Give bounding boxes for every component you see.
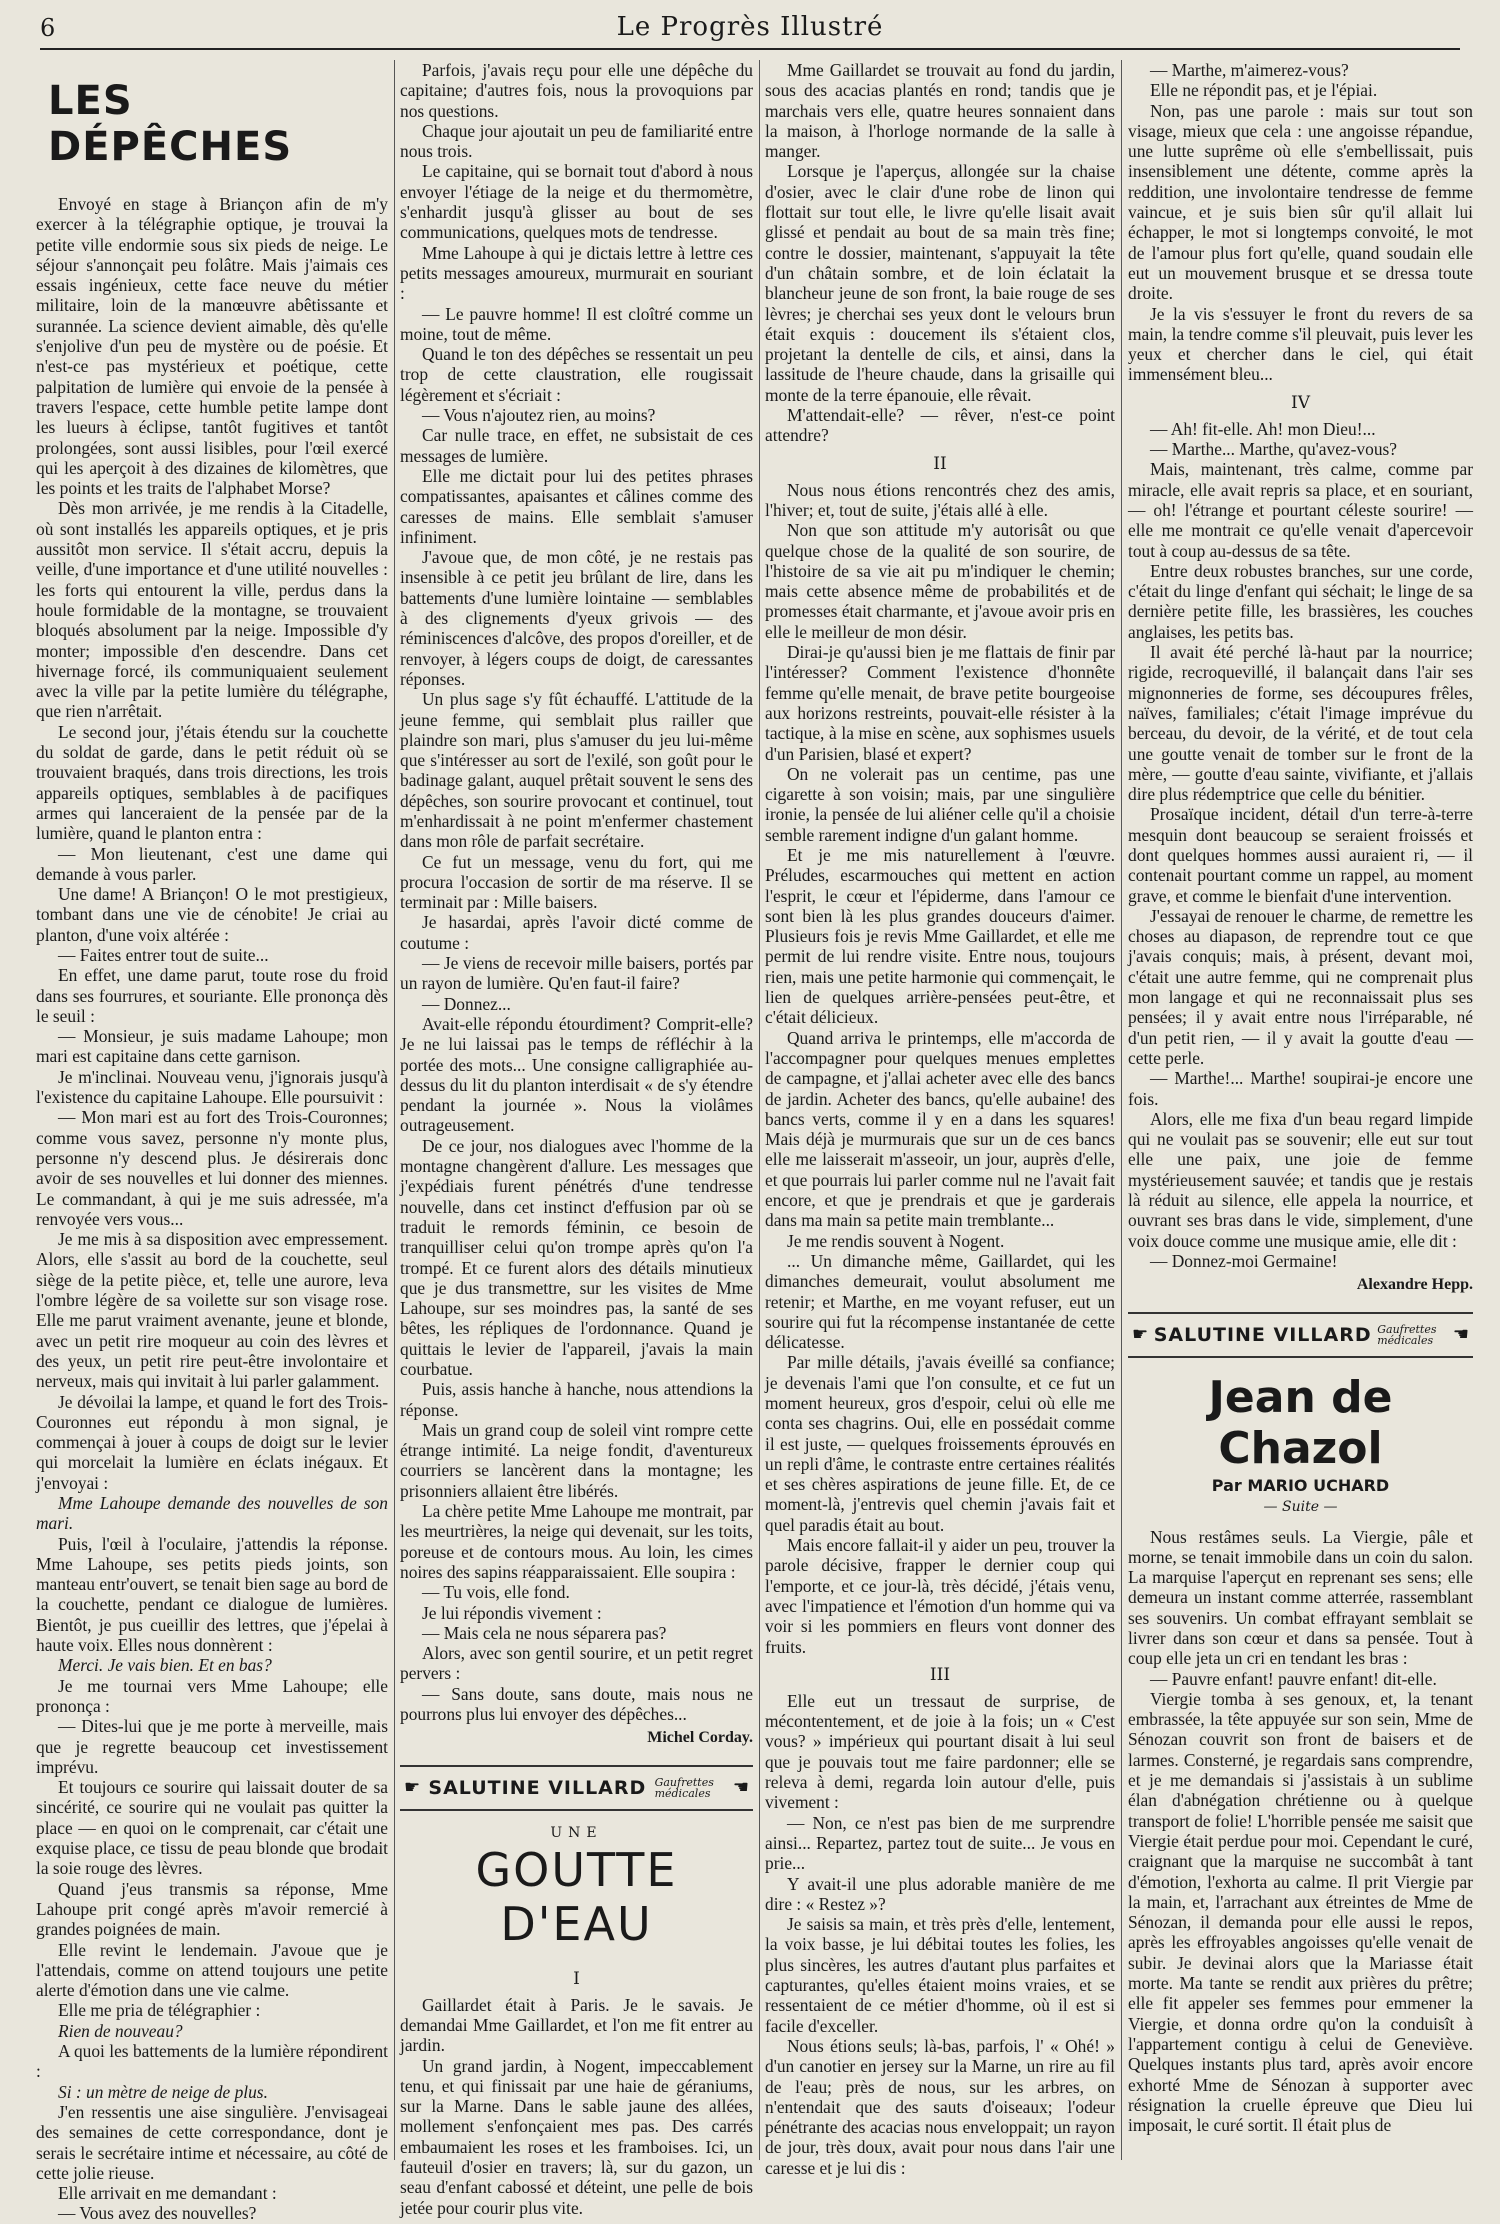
article-paragraph: Le second jour, j'étais étendu sur la couchette du soldat de garde, dans le petit réduit où se trouvaient braqués, dans trois directions, les trois appareils optiques, semblables à de pacifiques armes qui lanceraient de la pensée par de la lumière, quand le planton entra :: [36, 721, 388, 844]
article-paragraph: — Pauvre enfant! pauvre enfant! dit-elle.: [1150, 1668, 1437, 1689]
article-paragraph: Je dévoilai la lampe, et quand le fort des Trois-Couronnes eut répondu à mon signal, je commençai à jouer à coups de doigt sur le levier qui morcelait la lumière en éclats inégaux. Et j'envoyai :: [36, 1391, 388, 1493]
article-paragraph: Nous étions seuls; là-bas, parfois, l' « Ohé! » d'un canotier en jersey sur la Marne, un rire au fil de l'eau; près de nous, sur les arbres, on n'entendait que des sauts d'oiseaux; l'odeur pénétrante des acacias nous enveloppait; un rayon de jour, très doux, avait pour nous dans l'air une caresse et je lui dis :: [765, 2035, 1115, 2178]
article-paragraph: On ne volerait pas un centime, pas une cigarette à son voisin; mais, par une singulière ironie, la pensée de lui aliéner celle qu'il a choisie semble rarement indigne d'un galant homme.: [765, 763, 1115, 845]
article-paragraph: ... Un dimanche même, Gaillardet, qui les dimanches demeurait, voulut absolument me retenir; et Marthe, en me voyant refuser, eut un sourire qui fut la récompense instantanée de cette délicatesse.: [765, 1250, 1115, 1353]
italic-line: Merci. Je vais bien. Et en bas?: [58, 1655, 272, 1676]
article-paragraph: M'attendait-elle? — rêver, n'est-ce point attendre?: [765, 405, 1115, 446]
article-paragraph: Nous restâmes seuls. La Viergie, pâle et morne, se tenait immobile dans un coin du salon. La marquise l'aperçut en reprenant ses sens; elle demeura un instant comme atterrée, rassemblant ses souvenirs. Un combat effrayant semblait se livrer dans son cœur et dans sa pensée. Tout à coup elle jeta un cri en tendant les bras :: [1128, 1526, 1473, 1669]
article-paragraph: Car nulle trace, en effet, ne subsistait de ces messages de lumière.: [400, 425, 753, 466]
pointing-hand-right-icon: ☛: [404, 1777, 421, 1799]
pointing-hand-right-icon: ☛: [1132, 1324, 1149, 1346]
article-paragraph: — Mon lieutenant, c'est une dame qui demande à vous parler.: [36, 843, 388, 884]
article-paragraph: — Sans doute, sans doute, mais nous ne pourrons plus lui envoyer des dépêches...: [400, 1683, 753, 1725]
article-paragraph: Y avait-il une plus adorable manière de me dire : « Restez »?: [765, 1873, 1115, 1914]
page-number: 6: [40, 14, 56, 42]
article-paragraph: Gaillardet était à Paris. Je le savais. Je demandai Mme Gaillardet, et l'on me fit entrer au jardin.: [400, 1994, 753, 2056]
article-paragraph: J'en ressentis une aise singulière. J'envisageai des semaines de cette correspondance, dont je serais le secrétaire intime et nécessaire, au côté de cette jolie rieuse.: [36, 2101, 388, 2183]
article-paragraph: Elle me dictait pour lui des petites phrases compatissantes, apaisantes et câlines comme des caresses de mains. Elle semblait s'amuser infiniment.: [400, 465, 753, 547]
story-prefix: UNE: [550, 1824, 603, 1841]
article-paragraph: — Non, ce n'est pas bien de me surprendre ainsi... Repartez, partez tout de suite... Je vous en prie...: [765, 1812, 1115, 1874]
article-paragraph: La chère petite Mme Lahoupe me montrait, par les meurtrières, la neige qui devenait, sur les toits, poreuse et de contours mous. Au loin, les cimes noires des sapins réapparaissaient. Elle soupira :: [400, 1501, 753, 1582]
ad-tagline: Gaufrettes médicales: [1377, 1322, 1437, 1347]
article-paragraph: — Vous n'ajoutez rien, au moins?: [422, 405, 656, 426]
section-number: II: [933, 453, 947, 474]
article-paragraph: — Ah! fit-elle. Ah! mon Dieu!...: [1150, 418, 1376, 439]
article-paragraph: — Le pauvre homme! Il est cloîtré comme un moine, tout de même.: [400, 303, 753, 344]
article-paragraph: Quand le ton des dépêches se ressentait un peu trop de cette claustration, elle rougissait légèrement et s'écriait :: [400, 344, 753, 405]
article-paragraph: Quand j'eus transmis sa réponse, Mme Lahoupe prit congé après m'avoir remercié à grandes poignées de main.: [36, 1878, 388, 1940]
article-paragraph: Mais un grand coup de soleil vint rompre cette étrange intimité. La neige fondit, d'aventureux courriers se lancèrent dans la montagne; les prisonniers allaient être libérés.: [400, 1419, 753, 1501]
article-paragraph: J'avoue que, de mon côté, je ne restais pas insensible à ce petit jeu brûlant de lire, dans les battements d'une lumière lointaine — semblables à des clignements d'yeux grivois — des réminiscences d'alcôve, des propos d'oreiller, et de renvoyer, à légers coups de doigt, de caressantes réponses.: [400, 547, 753, 689]
article-paragraph: Je me rendis souvent à Nogent.: [787, 1230, 1005, 1251]
goutte-headline: GOUTTE D'EAU: [475, 1842, 678, 1951]
goutte-author: Alexandre Hepp.: [1356, 1276, 1473, 1294]
article-paragraph: — Vous avez des nouvelles?: [58, 2203, 257, 2224]
column-1: [36, 60, 388, 2224]
article-paragraph: De ce jour, nos dialogues avec l'homme de la montagne changèrent d'allure. Les messages que j'expédiais furent pénétrés d'une tendresse nouvelle, dans cet instinct d'effusion par où se traduit le remords féminin, ce besoin de tranquilliser celui qu'on trompe après qu'on l'a trompé. Et ce furent alors des détails minutieux que je dus transmettre, sur les visites de Mme Lahoupe, sur ses moindres pas, la santé de ses bêtes, les répliques de l'ordonnance. Quand je quittais le levier de l'appareil, j'avais la main courbatue.: [400, 1135, 753, 1379]
article-paragraph: Il avait été perché là-haut par la nourrice; rigide, recroquevillé, il balançait dans l'air ses mignonneries de forme, ses découpures frêles, naïves, familiales; c'était l'image imprévue du berceau, du devoir, de la vérité, et de tout cela une goutte venait de tomber sur le front de la mère, — goutte d'eau sainte, vivifiante, et j'allais dire plus rédemptrice que celle du bénitier.: [1128, 642, 1473, 805]
article-paragraph: En effet, une dame parut, toute rose du froid dans ses fourrures, et souriante. Elle prononça dès le seuil :: [36, 965, 388, 1026]
article-paragraph: Nous nous étions rencontrés chez des amis, l'hiver; et, tout de suite, j'étais allé à elle.: [765, 479, 1115, 520]
article-paragraph: J'essayai de renouer le charme, de remettre les choses au diapason, de reprendre tout ce que j'avais conquis; mais, à présent, devant moi, c'était une autre femme, qui ne comprenait plus mon langage et qui ne reconnaissait plus ses pensées; il y avait entre nous l'irréparable, né d'un petit rien, — il y avait la goutte d'eau — cette perle.: [1128, 905, 1473, 1068]
article-paragraph: Et je me mis naturellement à l'œuvre. Préludes, escarmouches qui mettent en action l'esprit, le cœur et l'épiderme, dans l'amour ce sont bien là les plus grandes douceurs d'aimer. Plusieurs fois je revis Mme Gaillardet, et elle me permit de lui rendre visite. Entre nous, toujours rien, mais une petite harmonie qui commençait, le lien de quelques arrière-pensées peut-être, et c'était délicieux.: [765, 844, 1115, 1028]
article-paragraph: Une dame! A Briançon! O le mot prestigieux, tombant dans une vie de cénobite! Je criai au planton, d'une voix altérée :: [36, 884, 388, 945]
article-paragraph: Elle ne répondit pas, et je l'épiai.: [1150, 80, 1378, 101]
ad-brand: SALUTINE VILLARD: [428, 1776, 647, 1799]
article-paragraph: Mme Lahoupe à qui je dictais lettre à lettre ces petits messages amoureux, murmurait en souriant :: [400, 242, 753, 304]
article-paragraph: — Faites entrer tout de suite...: [58, 944, 269, 965]
article-paragraph: Puis, l'œil à l'oculaire, j'attendis la réponse. Mme Lahoupe, ses petits pieds joints, son manteau entr'ouvert, se tenait bien sage au bord de la couchette, pendant ce dialogue de lumières. Bientôt, je pus cueillir des lettres, que j'épelai à haute voix. Elles nous donnèrent :: [36, 1533, 388, 1656]
article-paragraph: Ce fut un message, venu du fort, qui me procura l'occasion de sortir de ma réserve. Il se terminait par : Mille baisers.: [400, 851, 753, 913]
article-paragraph: Par mille détails, j'avais éveillé sa confiance; je devenais l'ami que l'on consulte, et ce fut un moment heureux, gros d'espoir, celui où elle me conta ses chagrins. Oui, elle en possédait comme il est juste, — quelques froissements éprouvés en un repli d'âme, le contraste entre certaines réalités et ses chères aspirations de jeune fille. Et, de ce moment-là, j'entrevis quel chemin j'avais fait et quel paradis était au bout.: [765, 1352, 1115, 1535]
article-paragraph: — Donnez...: [422, 993, 511, 1014]
pointing-hand-left-icon: ☚: [1452, 1324, 1469, 1346]
column-divider: [1121, 60, 1122, 2160]
article-paragraph: Je hasardai, après l'avoir dicté comme de coutume :: [400, 912, 753, 953]
article-paragraph: A quoi les battements de la lumière répondirent :: [36, 2041, 388, 2082]
column-2: [400, 60, 753, 2218]
article-paragraph: — Marthe... Marthe, qu'avez-vous?: [1150, 439, 1398, 460]
page-header: [40, 8, 1460, 50]
italic-line: Rien de nouveau?: [58, 2020, 183, 2041]
pointing-hand-left-icon: ☚: [732, 1777, 749, 1799]
ad-tagline: Gaufrettes médicales: [654, 1775, 714, 1800]
article-paragraph: Lorsque je l'aperçus, allongée sur la chaise d'osier, avec le clair d'une robe de linon qui flottait sur tout elle, le livre qu'elle lisait avait glissé et pendait au bout de sa main très fine; contre le dossier, maintenant, s'appuyait la tête d'un châtain sombre, et de loin éclatait la blancheur jeune de son front, la baie rouge de ses lèvres; je cherchai ses yeux dont le velours brun était exquis : doucement ils s'étaient clos, projetant la dentelle de cils, et ainsi, dans la lassitude de l'heure chaude, dans la grisaille qui monte de la terre épanouie, elle rêvait.: [765, 161, 1115, 405]
article-paragraph: Et toujours ce sourire qui laissait douter de sa sincérité, ce sourire qui ne voulait pas quitter la place — en quoi on le comprenait, car c'était une exquise place, ce tissu de peau blonde que brodait la soie rouge des lèvres.: [36, 1777, 388, 1879]
article-paragraph: Alors, elle me fixa d'un beau regard limpide qui ne voulait pas se souvenir; elle eut sur tout elle une paix, une joie de femme mystérieusement sauvée; et tandis que je restais là réduit au silence, elle appela la nourrice, et ouvrant ses bras dans le vide, simplement, d'une voix douce comme une musique amie, elle dit :: [1128, 1108, 1473, 1251]
chazol-byline: Par MARIO UCHARD: [1211, 1475, 1390, 1495]
article-paragraph: — Marthe!... Marthe! soupirai-je encore une fois.: [1128, 1068, 1473, 1109]
article-paragraph: — Mais cela ne nous séparera pas?: [422, 1622, 667, 1643]
article-paragraph: Elle eut un tressaut de surprise, de mécontentement, et de joie à la fois; un « C'est vous? » impérieux qui pourtant disait à lui seul que je pouvais tout me faire pardonner; elle se releva à demi, regarda loin autour d'elle, puis vivement :: [765, 1690, 1115, 1813]
article-paragraph: Mais encore fallait-il y aider un peu, trouver la parole décisive, frapper le dernier coup qui l'emporte, et ce jour-là, très décidé, j'étais venu, avec l'impatience et l'émotion d'un homme qui va voir si les pommiers en fleurs vont donner des fruits.: [765, 1535, 1115, 1657]
article-paragraph: Entre deux robustes branches, sur une corde, c'était du linge d'enfant qui séchait; le linge de sa dernière petite fille, les brassières, les couches anglaises, les petits bas.: [1128, 560, 1473, 642]
article-paragraph: Quand arriva le printemps, elle m'accorda de l'accompagner pour quelques menues emplettes de campagne, et j'allai acheter avec elle des bancs de jardin. Acheter des bancs, qu'elle aubaine! des bancs verts, comme il y en a dans les squares! Mais déjà je murmurais que sur un de ces bancs elle me laisserait m'asseoir, un jour, auprès d'elle, et que pourrais lui parler comme nul ne l'avait fait encore, et que je prendrais et que je garderais dans ma main sa petite main tremblante...: [765, 1027, 1115, 1231]
article-paragraph: Avait-elle répondu étourdiment? Comprit-elle? Je ne lui laissai pas le temps de réfléchir à la portée des mots... Une consigne calligraphiée au-dessus du lit du planton interdisait « de s'y étendre pendant la journée ». Nous la violâmes outrageusement.: [400, 1013, 753, 1136]
article-paragraph: Mais, maintenant, très calme, comme par miracle, elle avait repris sa place, et en souriant, — oh! l'étrange et pourtant céleste sourire! — elle me montrait ce qu'elle venait d'apercevoir tout à coup au-dessus de sa tête.: [1128, 459, 1473, 561]
article-paragraph: — Dites-lui que je me porte à merveille, mais que je regrette beaucoup cet investissement imprévu.: [36, 1716, 388, 1777]
article-paragraph: Chaque jour ajoutait un peu de familiarité entre nous trois.: [400, 120, 753, 162]
column-divider: [759, 60, 760, 2160]
article-paragraph: Elle arrivait en me demandant :: [58, 2183, 277, 2204]
article-paragraph: Dirai-je qu'aussi bien je me flattais de finir par l'intéresser? Comment l'existence d'honnête femme qu'elle menait, de brave petite bourgeoise aux horizons restreints, pouvait-elle résister à la tactique, à la mise en scène, aux sophismes usuels d'un Parisien, blasé et expert?: [765, 642, 1115, 764]
article-paragraph: — Marthe, m'aimerez-vous?: [1150, 60, 1349, 80]
article-paragraph: Envoyé en stage à Briançon afin de m'y exercer à la télégraphie optique, je trouvai la petite ville endormie sous six pieds de neige. Le séjour s'annonçait peu folâtre. Mais j'aimais ces essais ingénieux, cette face neuve du métier militaire, loin de la manœuvre abêtissante et surannée. La science devient aimable, dès qu'elle s'enjolive d'un peu de mystère ou de poésie. Et n'est-ce pas mystérieux et poétique, cette palpitation de lumière qui envoie de la pensée à travers l'espace, cette humble petite lampe dont les lueurs à éclipse, tantôt fugitives et tantôt prolongées, sont aussi lisibles, pour l'œil exercé qui les aperçoit à des dizaines de kilomètres, que les points et les traits de l'alphabet Morse?: [36, 194, 388, 499]
article-paragraph: Le capitaine, qui se bornait tout d'abord à nous envoyer l'étiage de la neige et du thermomètre, s'enhardit jusqu'à glisser au bout de ses communications, quelques mots de tendresse.: [400, 161, 753, 243]
article-paragraph: Viergie tomba à ses genoux, et, la tenant embrassée, la tête appuyée sur son sein, Mme de Sénozan couvrit son front de baisers et de larmes. Consterné, je regardais sans comprendre, et je me demandais si j'assistais à un sublime élan d'abnégation chrétienne ou à quelque transport de folie! L'horrible pensée me saisit que Viergie était perdue pour moi. Cependant le curé, craignant que la marquise ne succombât à tant d'émotion, l'exhorta au calme. Il prit Viergie par la main, et, l'arrachant aux étreintes de Mme de Sénozan, il demanda pour elle aussi le repos, après les effroyables angoisses qu'elle venait de subir. Je devinai alors que la Mariasse était morte. Ma tante se rendit aux prières du prêtre; elle fit appeler ses femmes pour emmener la Viergie, et donna ordre qu'on la conduisît à l'appartement contigu à celui de Geneviève. Quelques instants plus tard, après avoir encore exhorté Mme de Sénozan à supporter avec résignation la cruelle épreuve que Dieu lui imposait, le curé sortit. Il était plus de: [1128, 1688, 1473, 2136]
article-paragraph: — Tu vois, elle fond.: [422, 1582, 570, 1603]
article-paragraph: Elle me pria de télégraphier :: [58, 2000, 261, 2021]
article-paragraph: Un plus sage s'y fût échauffé. L'attitude de la jeune femme, qui semblait plus railler que plaindre son mari, plus s'amuser du jeu lui-même que s'intéresser au sort de l'exilé, son goût pour le badinage galant, auquel prêtait souvent le sens des dépêches, son sourire provocant et continuel, tout m'enhardissait à ne point m'enfermer chastement dans mon rôle de parfait secrétaire.: [400, 689, 753, 852]
article-paragraph: Je me mis à sa disposition avec empressement. Alors, elle s'assit au bord de la couchette, seul siège de la petite pièce, et, telle une aurore, leva l'ombre légère de sa voilette sur son visage rose. Elle me parut vraiment avenante, jeune et blonde, avec un petit rire moqueur au coin des lèvres et des yeux, un petit rire peut-être involontaire et nerveux, mais qui invitait à lui parler galamment.: [36, 1229, 388, 1392]
chazol-suite: — Suite —: [1263, 1498, 1338, 1515]
article-paragraph: Puis, assis hanche à hanche, nous attendions la réponse.: [400, 1379, 753, 1420]
section-number: III: [929, 1664, 951, 1685]
column-4: [1128, 60, 1473, 2170]
article-paragraph: Je lui répondis vivement :: [422, 1602, 602, 1623]
article-paragraph: — Monsieur, je suis madame Lahoupe; mon mari est capitaine dans cette garnison.: [36, 1026, 388, 1067]
chazol-headline: Jean de Chazol: [1208, 1371, 1393, 1474]
article-paragraph: Je m'inclinai. Nouveau venu, j'ignorais jusqu'à l'existence du capitaine Lahoupe. Elle poursuivit :: [36, 1066, 388, 1108]
depeches-author: Michel Corday.: [647, 1729, 753, 1747]
article-paragraph: — Mon mari est au fort des Trois-Couronnes; comme vous savez, personne n'y monte plus, personne n'y descend plus. Je désirerais donc avoir de ses nouvelles et lui donner des miennes. Le commandant, à qui je me suis adressée, m'a renvoyée vers vous...: [36, 1107, 388, 1229]
salutine-ad: [1128, 1312, 1473, 1358]
article-paragraph: Parfois, j'avais reçu pour elle une dépêche du capitaine; d'autres fois, nous la provoquions par nos questions.: [400, 60, 753, 121]
article-paragraph: Un grand jardin, à Nogent, impeccablement tenu, et qui finissait par une haie de géraniums, sur la Marne. Dans le sable jaune des allées, mollement s'enfonçaient mes pas. Des carrés embaumaient les roses et les framboises. Ici, un fauteuil d'osier en travers; là, sur du gazon, un seau d'enfant cabossé et déteint, une pelle de bois jetée pour courir plus vite.: [400, 2055, 753, 2218]
salutine-ad: [400, 1765, 753, 1811]
article-paragraph: Je la vis s'essuyer le front du revers de sa main, la tendre comme s'il pleuvait, puis lever les yeux et chercher dans le ciel, qui était immensément bleu...: [1128, 303, 1473, 385]
article-paragraph: Je me tournai vers Mme Lahoupe; elle prononça :: [36, 1675, 388, 1716]
column-3: [765, 60, 1115, 2178]
article-paragraph: Elle revint le lendemain. J'avoue que je l'attendais, comme on attend toujours une petite alerte d'émotion dans une vie calme.: [36, 1939, 388, 2001]
depeches-headline: LES DÉPÊCHES: [48, 78, 293, 170]
article-paragraph: Non que son attitude m'y autorisât ou que quelque chose de la qualité de son sourire, de l'histoire de sa vie ait pu m'indiquer le chemin; mais cette absence même de probabilités et de promesses était charmante, et j'avoue avoir pris en elle le meilleur de mon désir.: [765, 520, 1115, 642]
section-number: IV: [1291, 392, 1310, 413]
italic-line: Si : un mètre de neige de plus.: [58, 2081, 268, 2102]
article-paragraph: Prosaïque incident, détail d'un terre-à-terre mesquin dont beaucoup se seraient froissés et dont quelques hommes aussi auraient ri, — il contenait pourtant comme un rappel, au moment grave, et comme le bienfait d'une intervention.: [1128, 804, 1473, 906]
article-paragraph: Dès mon arrivée, je me rendis à la Citadelle, où sont installés les appareils optiques, et je pris aussitôt mon service. Il s'était accru, depuis la veille, d'une importance et d'une utilité nouvelles : les forts qui entourent la ville, perdus dans la houle formidable de la montagne, se trouvaient bloqués absolument par la neige. Impossible d'y monter; impossible d'en descendre. Dans cet hivernage forcé, ils communiquaient seulement avec la ville par la petite lumière du télégraphe, que rien n'arrêtait.: [36, 498, 388, 722]
article-paragraph: Alors, avec son gentil sourire, et un petit regret pervers :: [400, 1643, 753, 1684]
ad-brand: SALUTINE VILLARD: [1153, 1323, 1372, 1346]
section-number: I: [573, 1968, 580, 1989]
article-paragraph: Je saisis sa main, et très près d'elle, lentement, la voix basse, je lui débitai toutes les folies, les plus sincères, les autres d'autant plus parfaites et capturantes, qu'elles étaient moins vraies, et se ressentaient de ce métier d'homme, où il est si facile d'exceller.: [765, 1914, 1115, 2036]
article-paragraph: — Je viens de recevoir mille baisers, portés par un rayon de lumière. Qu'en faut-il faire?: [400, 953, 753, 994]
article-paragraph: Non, pas une parole : mais sur tout son visage, mieux que cela : une angoisse répandue, une lutte suprême où elle s'embellissait, puis insensiblement une détente, comme après la reddition, une involontaire tendresse de femme vaincue, et je suis bien sûr qu'il allait lui échapper, le mot si longtemps convoité, le mot de l'amour plus fort qu'elle, quand soudain elle eut un mouvement brusque et se dressa toute droite.: [1128, 100, 1473, 304]
column-divider: [394, 60, 395, 2160]
italic-line: Mme Lahoupe demande des nouvelles de son mari.: [36, 1493, 388, 1534]
newspaper-title: Le Progrès Illustré: [616, 12, 884, 42]
article-paragraph: — Donnez-moi Germaine!: [1150, 1250, 1338, 1271]
article-paragraph: Mme Gaillardet se trouvait au fond du jardin, sous des acacias plantés en rond; tandis que je marchais vers elle, quatre heures sonnaient dans la maison, à l'horloge normande de la salle à manger.: [765, 60, 1115, 162]
